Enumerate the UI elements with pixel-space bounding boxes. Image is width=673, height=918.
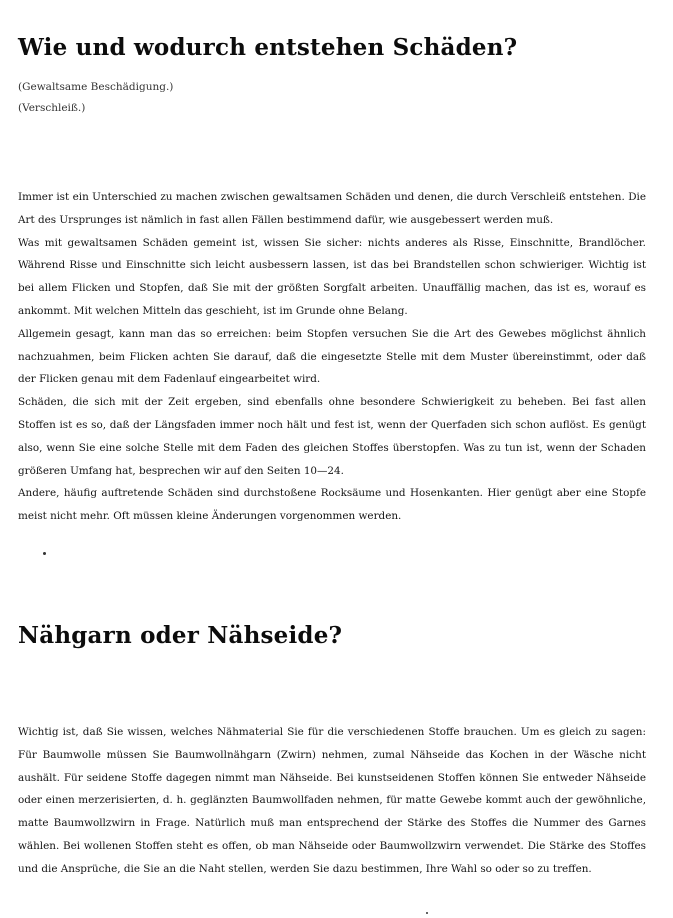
paragraph: Wichtig ist, daß Sie wissen, welches Nähmaterial Sie für die verschiedenen Stoffe brauchen. Um es gleich zu sagen: Für Baumwolle müssen Sie Baumwollnähgarn (Zwirn) nehmen, zumal Nähseide das Kochen in der Wäsche nicht aushält. Für seidene Stoffe dagegen nimmt man Nähseide. Bei kunstseidenen Stoffen können Sie entweder Nähseide oder einen merzerisierten, d. h. geglänzten Baumwollfaden nehmen, für matte Gewebe kommt auch der gewöhnliche, matte Baumwollzwirn in Frage. Natürlich muß man entsprechend der Stärke des Stoffes die Nummer des Garnes wählen. Bei wollenen Stoffen steht es offen, ob man Nähseide oder Baumwollzwirn verwendet. Die Stärke des Stoffes und die Ansprüche, die Sie an die Naht stellen, werden Sie dazu bestimmen, Ihre Wahl so oder so zu treffen.: [18, 726, 646, 875]
paragraph: Andere, häufig auftretende Schäden sind durchstoßene Rocksäume und Hosenkanten. Hier genügt aber eine Stopfe meist nicht mehr. Oft müssen kleine Änderungen vorgenommen werden.: [18, 487, 646, 523]
section-heading-damages: Wie und wodurch entstehen Schäden?: [18, 34, 518, 61]
print-speck: [426, 912, 428, 914]
print-speck: [43, 552, 46, 555]
paragraph: Allgemein gesagt, kann man das so erreichen: beim Stopfen versuchen Sie die Art des Gewebes möglichst ähnlich nachzuahmen, beim Flicken achten Sie darauf, daß die eingesetzte Stelle mit dem Muster übereinstimmt, oder daß der Flicken genau mit dem Fadenlauf eingearbeitet wird.: [18, 327, 646, 386]
subtitle-violent-damage: (Gewaltsame Beschädigung.): [18, 81, 174, 93]
section-body-damages: [18, 186, 646, 528]
paragraph: Immer ist ein Unterschied zu machen zwischen gewaltsamen Schäden und denen, die durch Verschleiß entstehen. Die Art des Ursprunges ist nämlich in fast allen Fällen bestimmend dafür, wie ausgebessert werden muß.: [18, 191, 646, 226]
section-heading-thread: Nähgarn oder Nähseide?: [18, 622, 343, 649]
section-body-thread: [18, 721, 646, 881]
paragraph: Was mit gewaltsamen Schäden gemeint ist, wissen Sie sicher: nichts anderes als Risse, Einschnitte, Brandlöcher. Während Risse und Einschnitte sich leicht ausbessern lassen, ist das bei Brandstellen schon schwieriger. Wichtig ist bei allem Flicken und Stopfen, daß Sie mit der größten Sorgfalt arbeiten. Unauffällig machen, das ist es, worauf es ankommt. Mit welchen Mitteln das geschieht, ist im Grunde ohne Belang.: [18, 236, 646, 317]
subtitle-wear: (Verschleiß.): [18, 102, 86, 114]
paragraph: Schäden, die sich mit der Zeit ergeben, sind ebenfalls ohne besondere Schwierigkeit zu beheben. Bei fast allen Stoffen ist es so, daß der Längsfaden immer noch hält und fest ist, wenn der Querfaden sich schon auflöst. Es genügt also, wenn Sie eine solche Stelle mit dem Faden des gleichen Stoffes überstopfen. Was zu tun ist, wenn der Schaden größeren Umfang hat, besprechen wir auf den Seiten 10—24.: [18, 396, 646, 477]
